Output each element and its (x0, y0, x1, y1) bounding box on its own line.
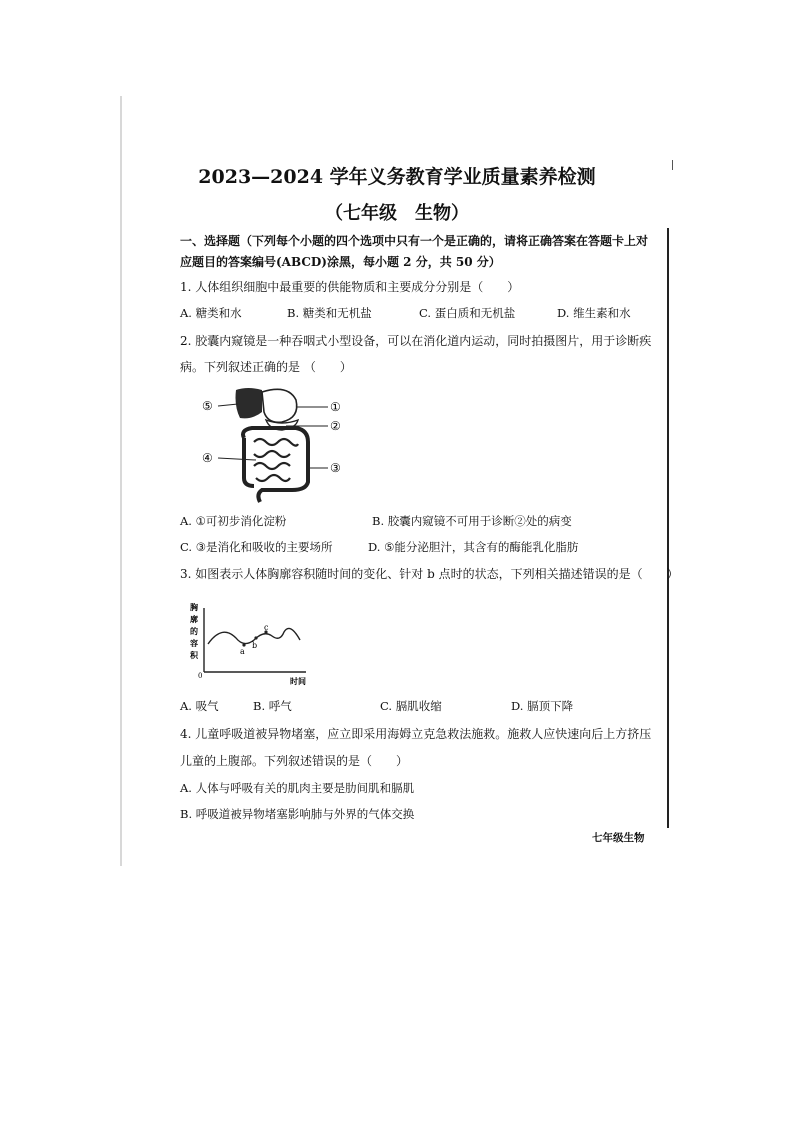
small-intestine-shape (254, 439, 298, 481)
chest-volume-graph (186, 596, 316, 688)
question-2-stem-line1: 2. 胶囊内窥镜是一种吞咽式小型设备，可以在消化道内运动，同时拍摄图片，用于诊断疾 (180, 334, 652, 348)
question-3-option-a: A. 吸气 (180, 699, 219, 713)
question-4-option-b: B. 呼吸道被异物堵塞影响肺与外界的气体交换 (180, 807, 415, 821)
question-2-option-d: D. ⑤能分泌胆汁，其含有的酶能乳化脂肪 (368, 540, 579, 554)
exam-subtitle: （七年级 生物） (325, 203, 469, 224)
origin-label: 0 (198, 672, 203, 680)
point-b-label: b (252, 641, 258, 650)
stomach-shape (262, 389, 297, 422)
y-axis-label-1: 胸 (190, 602, 198, 612)
y-axis-label-3: 的 (190, 626, 198, 636)
question-2-option-c: C. ③是消化和吸收的主要场所 (180, 540, 333, 554)
question-2-stem-line2: 病。下列叙述正确的是 （ ） (180, 360, 352, 374)
point-b-dot (254, 636, 257, 639)
label-2: ② (330, 419, 341, 433)
question-1-option-a: A. 糖类和水 (180, 306, 242, 320)
question-2-option-a: A. ①可初步消化淀粉 (180, 514, 287, 528)
question-3-stem: 3. 如图表示人体胸廓容积随时间的变化、针对 b 点时的状态，下列相关描述错误的是（ ） (180, 567, 679, 581)
question-4-stem-line2: 儿童的上腹部。下列叙述错误的是（ ） (180, 754, 409, 768)
question-4-option-a: A. 人体与呼吸有关的肌肉主要是肋间肌和膈肌 (180, 781, 415, 795)
point-c-label: c (264, 623, 269, 632)
label-3: ③ (330, 461, 341, 475)
point-a-label: a (240, 647, 245, 656)
y-axis-label-2: 廓 (190, 614, 198, 624)
page-footer-label: 七年级生物 (592, 832, 645, 844)
question-1-option-c: C. 蛋白质和无机盐 (419, 306, 516, 320)
question-3-option-b: B. 呼气 (253, 699, 292, 713)
y-axis-label-5: 积 (190, 650, 198, 660)
exam-title: 2023—2024 学年义务教育学业质量素养检测 (198, 166, 596, 188)
label-1: ① (330, 400, 341, 414)
y-axis-label-4: 容 (190, 638, 198, 648)
label-5: ⑤ (202, 399, 213, 413)
question-1-option-d: D. 维生素和水 (557, 306, 631, 320)
section-heading-line1: 一、选择题（下列每个小题的四个选项中只有一个是正确的，请将正确答案在答题卡上对 (180, 234, 649, 248)
question-3-option-c: C. 膈肌收缩 (380, 699, 442, 713)
question-3-option-d: D. 膈顶下降 (511, 699, 574, 713)
large-intestine-shape (243, 428, 308, 502)
label-4: ④ (202, 451, 213, 465)
digestive-system-figure (196, 382, 366, 506)
question-1-stem: 1. 人体组织细胞中最重要的供能物质和主要成分分别是（ ） (180, 280, 520, 294)
section-heading-line2: 应题目的答案编号(ABCD)涂黑，每小题 2 分，共 50 分） (180, 255, 501, 269)
x-axis-label: 时间 (290, 676, 306, 686)
liver-shape (236, 388, 263, 418)
question-4-stem-line1: 4. 儿童呼吸道被异物堵塞，应立即采用海姆立克急救法施救。施救人应快速向后上方挤压 (180, 727, 652, 741)
question-1-option-b: B. 糖类和无机盐 (287, 306, 372, 320)
question-2-option-b: B. 胶囊内窥镜不可用于诊断②处的病变 (372, 514, 572, 528)
